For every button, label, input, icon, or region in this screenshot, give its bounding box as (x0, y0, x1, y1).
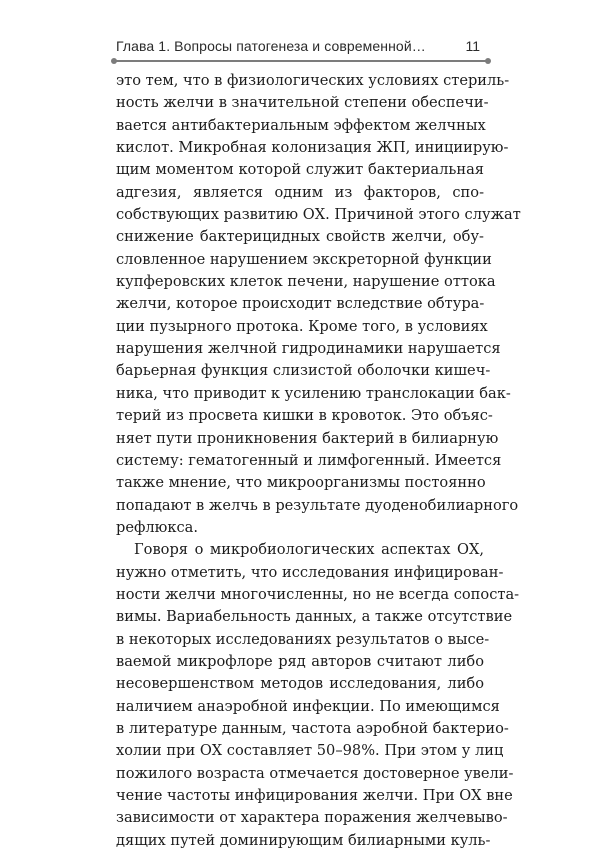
text-line: рефлюкса. (116, 518, 199, 536)
text-line: ции пузырного протока. Кроме того, в условиях (116, 317, 488, 335)
chapter-title: Глава 1. Вопросы патогенеза и современной… (116, 38, 426, 54)
text-line: систему: гематогенный и лимфогенный. Имеется (116, 451, 502, 469)
text-line: пожилого возраста отмечается достоверное увели- (116, 764, 514, 782)
text-line: несовершенством методов исследования, либо (116, 675, 484, 693)
text-line: вимы. Вариабельность данных, а также отсутствие (116, 608, 513, 626)
text-line: кислот. Микробная колонизация ЖП, инициирую- (116, 139, 509, 157)
text-line: Говоря о микробиологических аспектах ОХ, (134, 541, 484, 559)
text-line: собствующих развитию ОХ. Причиной этого служат (116, 206, 521, 224)
paragraph-2 (116, 539, 520, 852)
body-text (116, 70, 521, 852)
text-line: в литературе данным, частота аэробной бактерио- (116, 719, 509, 737)
text-line: ности желчи многочисленны, но не всегда сопоста- (116, 585, 520, 603)
text-line: холии при ОХ составляет 50–98%. При этом у лиц (116, 742, 504, 760)
text-line: в некоторых исследованиях результатов о высе- (116, 630, 490, 648)
text-line: снижение бактерицидных свойств желчи, обу- (116, 228, 484, 246)
text-line: нарушения желчной гидродинамики нарушается (116, 340, 501, 358)
text-line: это тем, что в физиологических условиях стериль- (116, 72, 510, 89)
text-line: чение частоты инфицирования желчи. При ОХ вне (116, 787, 513, 804)
text-line: барьерная функция слизистой оболочки кишеч- (116, 362, 491, 380)
text-line: также мнение, что микроорганизмы постоянно (116, 474, 486, 492)
text-line: адгезия, является одним из факторов, спо- (116, 183, 484, 201)
text-line: зависимости от характера поражения желчевыво- (116, 809, 508, 827)
text-line: наличием анаэробной инфекции. По имеющимся (116, 697, 500, 715)
header-divider (114, 60, 488, 62)
page-number: 11 (465, 38, 480, 54)
paragraph-1 (116, 70, 521, 539)
text-line: дящих путей доминирующим билиарными куль- (116, 831, 491, 849)
text-line: вается антибактериальным эффектом желчных (116, 116, 486, 134)
text-line: терий из просвета кишки в кровоток. Это объяс- (116, 407, 493, 425)
running-header (116, 38, 488, 56)
text-line: няет пути проникновения бактерий в билиарную (116, 429, 499, 447)
text-line: словленное нарушением экскреторной функции (116, 250, 492, 268)
text-line: нужно отметить, что исследования инфицирован- (116, 563, 504, 581)
text-line: ность желчи в значительной степени обеспечи- (116, 94, 489, 112)
text-line: желчи, которое происходит вследствие обтура- (116, 295, 485, 313)
text-line: ваемой микрофлоре ряд авторов считают либо (116, 652, 484, 670)
text-line: ника, что приводит к усилению транслокации бак- (116, 384, 511, 402)
text-line: щим моментом которой служит бактериальная (116, 161, 484, 179)
text-line: купферовских клеток печени, нарушение оттока (116, 273, 496, 291)
text-line: попадают в желчь в результате дуоденобилиарного (116, 496, 519, 514)
